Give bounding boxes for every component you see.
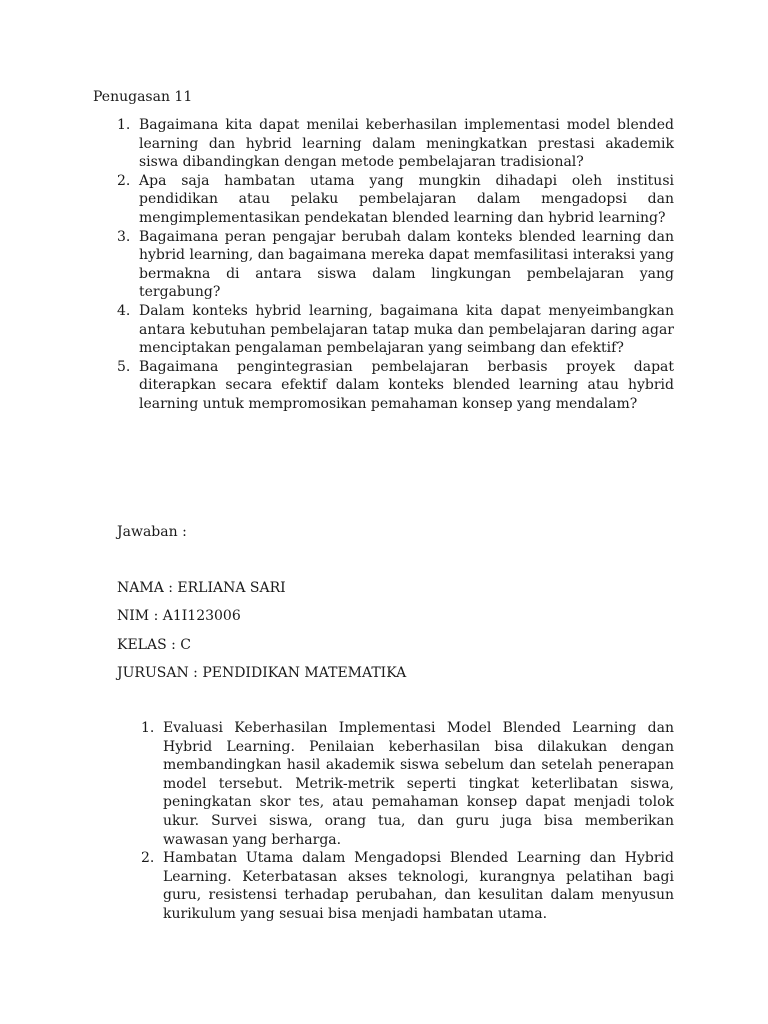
question-item xyxy=(117,302,674,358)
question-text: Bagaimana pengintegrasian pembelajaran berbasis proyek dapat diterapkan secara efektif dalam konteks blended learning atau hybrid learning untuk mempromosikan pemahaman konsep yang mendalam? xyxy=(139,358,674,412)
question-text: Dalam konteks hybrid learning, bagaimana kita dapat menyeimbangkan antara kebutuhan pembelajaran tatap muka dan pembelajaran daring agar menciptakan pengalaman pembelajaran yang seimbang dan efektif? xyxy=(139,302,674,357)
answer-item xyxy=(141,849,674,923)
student-nim: NIM : A1I123006 xyxy=(117,608,241,624)
student-major: JURUSAN : PENDIDIKAN MATEMATIKA xyxy=(117,665,407,681)
question-number: 3. xyxy=(117,228,131,245)
question-item xyxy=(117,116,674,172)
question-number: 2. xyxy=(117,172,131,189)
answer-item xyxy=(141,719,674,849)
question-list xyxy=(117,116,674,414)
question-text: Bagaimana peran pengajar berubah dalam konteks blended learning dan hybrid learning, dan bagaimana mereka dapat memfasilitasi interaksi yang bermakna di antara siswa dalam lingkungan pembelajaran yang tergabung? xyxy=(139,228,674,301)
question-number: 1. xyxy=(117,117,131,133)
question-text: Bagaimana kita dapat menilai keberhasilan implementasi model blended learning dan hybrid learning dalam meningkatkan prestasi akademik siswa dibandingkan dengan metode pembelajaran tradisional? xyxy=(139,117,674,171)
answer-number: 2. xyxy=(141,850,155,867)
question-item xyxy=(117,228,674,302)
document-title: Penugasan 11 xyxy=(93,89,193,105)
question-number: 5. xyxy=(117,358,131,375)
question-number: 4. xyxy=(117,302,131,319)
student-class: KELAS : C xyxy=(117,637,192,653)
student-name: NAMA : ERLIANA SARI xyxy=(117,580,286,596)
answer-list xyxy=(141,719,674,924)
question-item xyxy=(117,358,674,414)
question-text: Apa saja hambatan utama yang mungkin dihadapi oleh institusi pendidikan atau pelaku pembelajaran dalam mengadopsi dan mengimplementasikan pendekatan blended learning dan hybrid learning? xyxy=(139,172,674,226)
answer-text: Evaluasi Keberhasilan Implementasi Model Blended Learning dan Hybrid Learning. Penilaian keberhasilan bisa dilakukan dengan membandingkan hasil akademik siswa sebelum dan setelah penerapan model tersebut. Metrik-metrik seperti tingkat keterlibatan siswa, peningkatan skor tes, atau pemahaman konsep dapat menjadi tolok ukur. Survei siswa, orang tua, dan guru juga bisa memberikan wawasan yang berharga. xyxy=(163,720,674,848)
answer-text: Hambatan Utama dalam Mengadopsi Blended Learning dan Hybrid Learning. Keterbatasan akses teknologi, kurangnya pelatihan bagi guru, resistensi terhadap perubahan, dan kesulitan dalam menyusun kurikulum yang sesuai bisa menjadi hambatan utama. xyxy=(163,850,674,922)
question-item xyxy=(117,172,674,228)
answer-heading: Jawaban : xyxy=(117,524,187,540)
answer-number: 1. xyxy=(141,720,155,736)
